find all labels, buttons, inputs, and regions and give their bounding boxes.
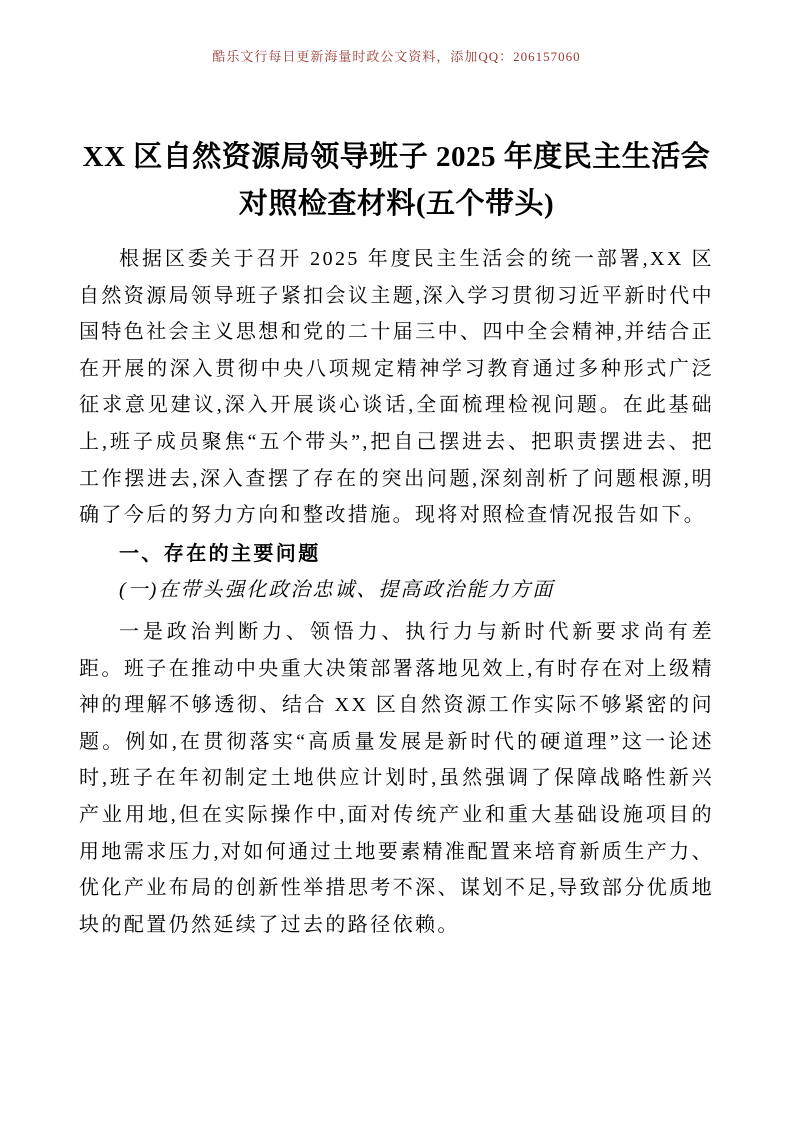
document-title: XX 区自然资源局领导班子 2025 年度民主生活会对照检查材料(五个带头): [82, 141, 711, 220]
section1-subheading: (一)在带头强化政治忠诚、提高政治能力方面: [119, 579, 555, 602]
issue1-paragraph: 一是政治判断力、领悟力、执行力与新时代新要求尚有差距。班子在推动中央重大决策部署落地见效上,有时存在对上级精神的理解不够透彻、结合 XX 区自然资源工作实际不够紧密的问题。例如,在贯彻落实“高质量发展是新时代的硬道理”这一论述时,班子在年初制定土地供应计划时,虽然强调了保障战略性新兴产业用地,但在实际操作中,面对传统产业和重大基础设施项目的用地需求压力,对如何通过土地要素精准配置来培育新质生产力、优化产业布局的创新性举措思考不深、谋划不足,导致部分优质地块的配置仍然延续了过去的路径依赖。: [79, 620, 714, 936]
document-content: [79, 0, 714, 943]
section1-heading: 一、存在的主要问题: [119, 542, 321, 565]
intro-paragraph: 根据区委关于召开 2025 年度民主生活会的统一部署,XX 区自然资源局领导班子紧扣会议主题,深入学习贯彻习近平新时代中国特色社会主义思想和党的二十届三中、四中全会精神,并结合正在开展的深入贯彻中央八项规定精神学习教育通过多种形式广泛征求意见建议,深入开展谈心谈话,全面梳理检视问题。在此基础上,班子成员聚焦“五个带头”,把自己摆进去、把职责摆进去、把工作摆进去,深入查摆了存在的突出问题,深刻剖析了问题根源,明确了今后的努力方向和整改措施。现将对照检查情况报告如下。: [79, 248, 714, 527]
header-notice: 酷乐文行每日更新海量时政公文资料，添加QQ：206157060: [212, 49, 581, 64]
